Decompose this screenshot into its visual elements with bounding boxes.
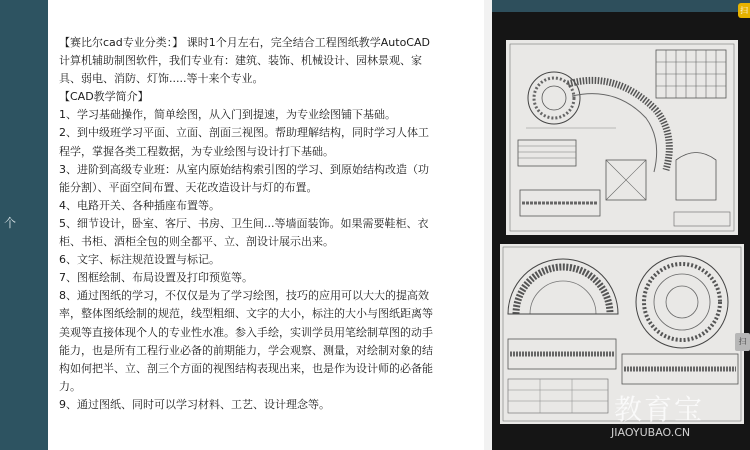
paragraph-item-3: 3、进阶到高级专业班：从室内原始结构索引图的学习、到原始结构改造（功能分割）、平面空间布置、天花改造设计与灯的布置。 (59, 162, 429, 194)
course-description (59, 34, 439, 414)
paragraph-item-7: 7、图框绘制、布局设置及打印预览等。 (59, 271, 253, 285)
paragraph-item-2: 2、到中级班学习平面、立面、剖面三视图。帮助理解结构，同时学习人体工程学，掌握各类工程数据，为专业绘图与设计打下基础。 (59, 126, 429, 158)
paragraph-item-8: 8、通过图纸的学习，不仅仅是为了学习绘图，技巧的应用可以大大的提高效率，整体图纸绘制的规范，线型粗细、文字的大小，标注的大小与图纸距离等美观等直接体现个人的专业性水准。参入手绘，实训学员用笔绘制草图的动手能力，也是所有工程行业必备的前期能力，学会观察、测量，对绘制对象的结构如何把半、立、剖三个方面的视图结构表现出来，也是作为设计师的必备能力。 (59, 289, 433, 393)
paragraph-item-6: 6、文字、标注规范设置与标记。 (59, 253, 220, 267)
paragraph-intro: 【赛比尔cad专业分类：】 课时1个月左右，完全结合工程图纸教学AutoCAD计算机辅助制图软件，我们专业有：建筑、装饰、机械设计、园林景观、家具、弱电、消防、灯饰.....等十来个专业。 (59, 36, 430, 86)
cad-drawing-photo-1 (506, 40, 738, 235)
watermark-url: JIAOYUBAO.CN (611, 426, 691, 439)
cad-drawing-1-graphic (506, 40, 738, 235)
paragraph-item-1: 1、学习基础操作，简单绘图，从入门到提速，为专业绘图铺下基础。 (59, 108, 396, 122)
paragraph-item-9: 9、通过图纸、同时可以学习材料、工艺、设计理念等。 (59, 397, 330, 411)
page-gutter (484, 0, 492, 450)
sidebar-glyph: 个 (4, 216, 17, 230)
paragraph-item-5: 5、细节设计，卧室、客厅、书房、卫生间...等墙面装饰。如果需要鞋柜、衣柜、书柜、酒柜全包的则全都平、立、剖设计展示出来。 (59, 216, 429, 249)
side-badge-top[interactable]: 扫 (738, 3, 750, 18)
side-badge-scan[interactable]: 扫 (735, 333, 750, 351)
left-sidebar (0, 0, 48, 450)
paragraph-heading: 【CAD教学简介】 (59, 90, 149, 104)
paragraph-item-4: 4、电路开关、各种插座布置等。 (59, 198, 220, 212)
watermark-logo-text: 教育宝 (614, 393, 705, 426)
